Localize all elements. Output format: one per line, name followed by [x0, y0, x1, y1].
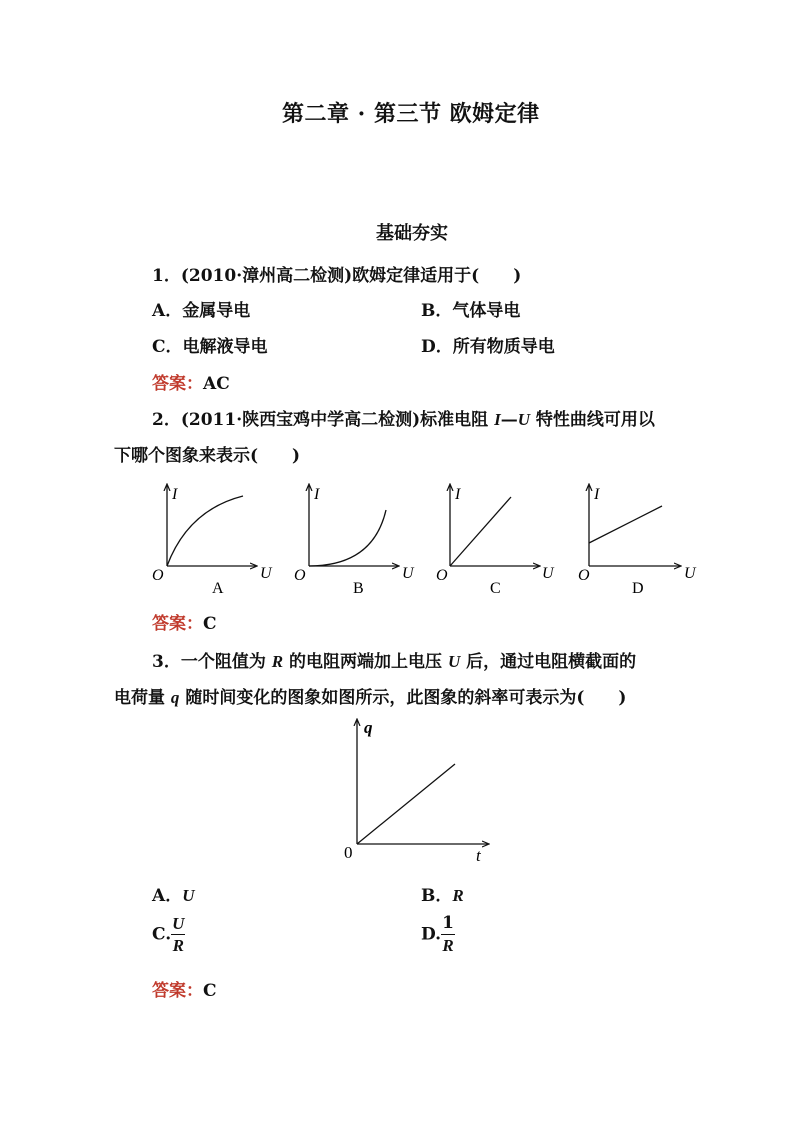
q-t-line	[357, 764, 455, 844]
question-stem-line2-cont: 随时间变化的图象如图所示，此图象的斜率可表示为( )	[179, 688, 627, 708]
answer-value: C	[203, 614, 217, 634]
graph-a	[152, 485, 273, 597]
answer-value: AC	[203, 374, 230, 394]
q1-option-b: B．气体导电	[421, 301, 521, 321]
question-number: 1．	[152, 266, 181, 286]
variable-r: R	[271, 652, 284, 671]
fraction	[441, 915, 455, 954]
y-axis-label: I	[172, 486, 178, 503]
option-value: U	[182, 886, 195, 905]
q2-graphs	[148, 480, 708, 600]
x-axis-label: U	[260, 565, 272, 582]
origin-label: 0	[344, 843, 353, 862]
answer-value: C	[203, 981, 217, 1001]
question-number: 2．	[152, 410, 181, 430]
q3-option-b	[421, 881, 464, 906]
answer-label: 答案：	[152, 374, 203, 394]
question-stem-cont2: 后，通过电阻横截面的	[460, 652, 637, 672]
numerator: U	[172, 914, 185, 933]
line-with-intercept	[589, 506, 662, 543]
origin-label: O	[436, 567, 448, 584]
option-value: R	[452, 886, 464, 905]
origin-label: O	[294, 567, 306, 584]
option-prefix: D.	[421, 924, 442, 945]
x-axis-label: U	[542, 565, 554, 582]
graph-letter: A	[212, 580, 224, 597]
question-2	[152, 405, 655, 430]
origin-label: O	[578, 567, 590, 584]
question-stem: 一个阻值为	[180, 652, 272, 672]
graph-c	[436, 485, 555, 597]
variable-q: q	[170, 688, 180, 707]
numerator: 1	[442, 913, 454, 933]
question-3	[152, 647, 636, 672]
dash: —	[500, 410, 518, 430]
q3-answer	[152, 976, 217, 1001]
option-prefix: A．	[152, 886, 183, 906]
option-prefix: B．	[421, 886, 453, 906]
q3-option-d	[421, 915, 455, 954]
question-3-line2	[114, 683, 626, 708]
graph-b	[294, 485, 415, 597]
denominator: R	[442, 936, 454, 955]
variable-u: U	[447, 652, 461, 671]
graph-letter: D	[632, 580, 644, 597]
variable-u: U	[517, 410, 530, 429]
answer-label: 答案：	[152, 614, 203, 634]
question-stem-cont: 特性曲线可用以	[530, 410, 655, 430]
section-title: 基础夯实	[376, 223, 448, 244]
q3-option-c	[152, 915, 185, 954]
origin-label: O	[152, 567, 164, 584]
question-2-line2: 下哪个图象来表示( )	[114, 446, 301, 466]
page-title: 第二章 · 第三节 欧姆定律	[282, 101, 540, 127]
y-axis-label: I	[594, 486, 600, 503]
variable-i: I	[494, 410, 501, 429]
question-1	[152, 261, 521, 286]
q1-option-a: A．金属导电	[152, 301, 251, 321]
question-number: 3．	[152, 652, 181, 672]
graph-d	[578, 485, 697, 597]
y-axis-label: I	[455, 486, 461, 503]
question-stem-cont: 的电阻两端加上电压	[283, 652, 448, 672]
y-axis-label: q	[364, 718, 373, 737]
answer-label: 答案：	[152, 981, 203, 1001]
fraction	[171, 915, 185, 954]
question-stem-line2: 电荷量	[114, 688, 171, 708]
q1-answer	[152, 369, 230, 394]
x-axis-label: U	[684, 565, 696, 582]
curve-convex	[309, 510, 386, 566]
line-through-origin	[450, 497, 511, 566]
denominator: R	[172, 936, 184, 955]
q3-graph	[338, 712, 498, 870]
x-axis-label: t	[476, 846, 481, 865]
q2-answer	[152, 609, 217, 634]
option-prefix: C.	[152, 924, 172, 945]
q1-option-c: C．电解液导电	[152, 337, 268, 357]
x-axis-label: U	[402, 565, 414, 582]
question-stem: (2010·漳州高二检测)欧姆定律适用于( )	[180, 266, 522, 286]
y-axis-label: I	[314, 486, 320, 503]
graph-letter: B	[353, 580, 364, 597]
curve-concave	[167, 496, 243, 566]
graph-letter: C	[490, 580, 501, 597]
question-stem: (2011·陕西宝鸡中学高二检测)标准电阻	[180, 410, 495, 430]
q3-option-a	[152, 881, 194, 906]
q1-option-d: D．所有物质导电	[421, 337, 555, 357]
